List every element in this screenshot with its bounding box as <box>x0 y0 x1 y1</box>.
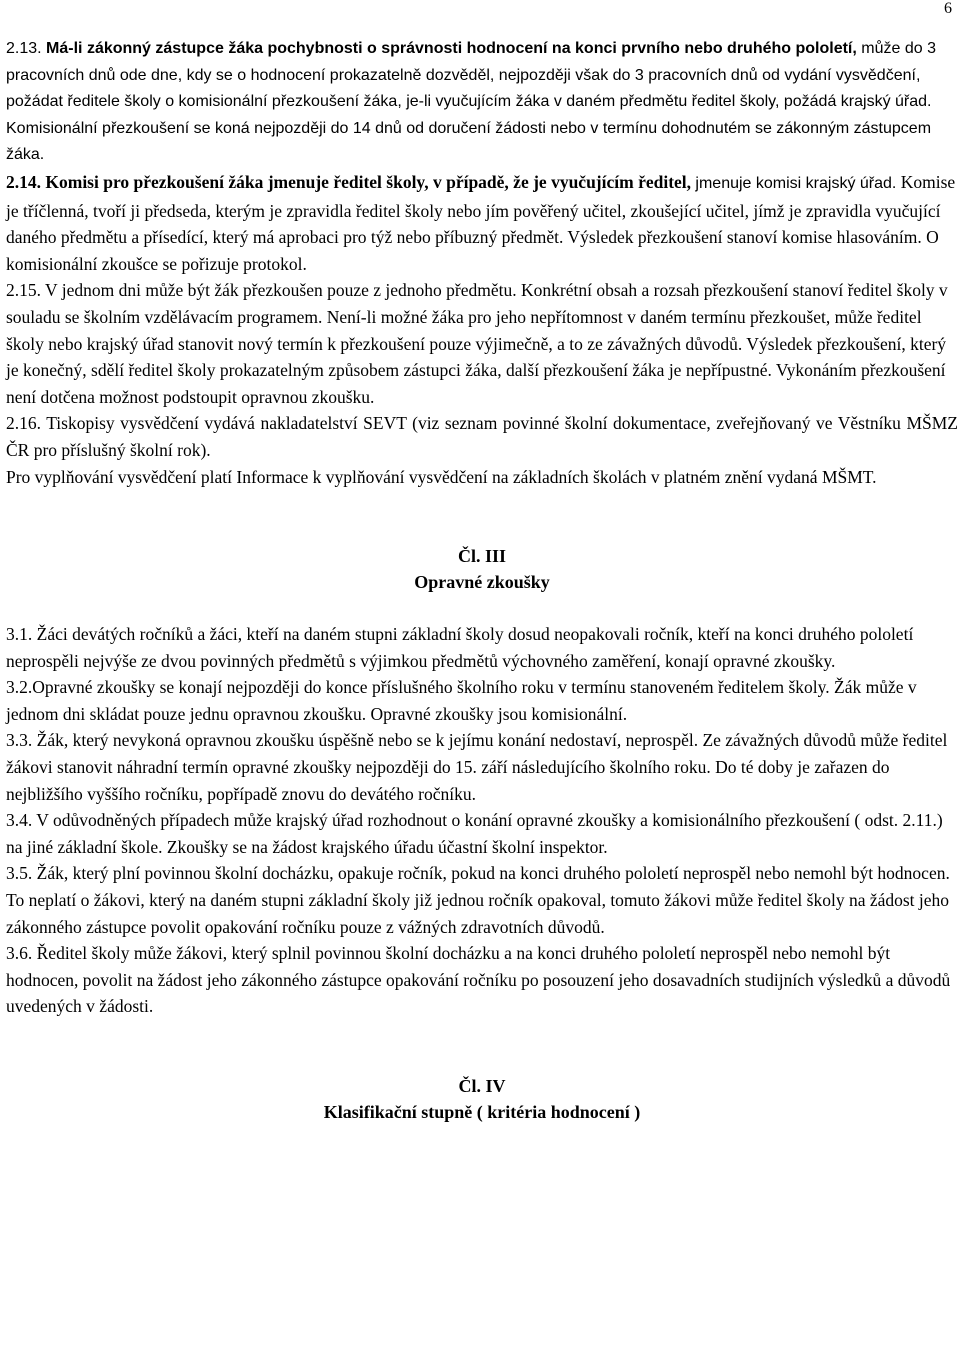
section-3-title: Opravné zkoušky <box>414 572 550 593</box>
paragraph-number: 2.13. <box>6 40 42 57</box>
paragraph-2-14 <box>6 169 958 277</box>
paragraph-2-15: 2.15. V jednom dni může být žák přezkoušen pouze z jednoho předmětu. Konkrétní obsah a rozsah přezkoušení stanoví ředitel školy v souladu se školním vzdělávacím programem. Není-li možné žáka pro jeho nepřítomnost v daném termínu přezkoušet, může ředitel školy nebo krajský úřad stanovit nový termín k přezkoušení pouze výjimečně, a to ze závažných důvodů. Výsledek přezkoušení, který je konečný, sdělí ředitel školy prokazatelným způsobem zástupci žáka, další přezkoušení žáka je nepřípustné. Vykonáním přezkoušení není dotčena možnost podstoupit opravnou zkoušku. <box>6 280 948 407</box>
paragraph-text: může do 3 pracovních dnů ode dne, kdy se o hodnocení prokazatelně dozvěděl, nejpozději však do 3 pracovních dnů od vydání vysvědčení, požádat ředitele školy o komisionální přezkoušení žáka, je-li vyučujícím žáka v daném předmětu ředitel školy, požádá krajský úřad. Komisionální přezkoušení se koná nejpozději do 14 dnů od doručení žádosti nebo v termínu dohodnutém se zákonným zástupcem žáka. <box>6 40 936 164</box>
paragraph-text-arial: jmenuje komisi krajský úřad. <box>695 174 897 192</box>
section-4-number: Čl. IV <box>458 1076 506 1096</box>
paragraph-bold-lead: Komisi pro přezkoušení žáka jmenuje ředitel školy, v případě, že je vyučujícím ředitel, <box>45 171 692 192</box>
page-number: 6 <box>944 0 952 17</box>
spacer <box>6 1020 958 1073</box>
section-3-number: Čl. III <box>457 546 506 567</box>
paragraph-3-1: 3.1. Žáci devátých ročníků a žáci, kteří na daném stupni základní školy dosud neopakovali ročník, kteří na konci druhého pololetí neprospěli nejvýše ze dvou povinných předmětů s výjimkou předmětů výchovného zaměření, konají opravné zkoušky. <box>6 624 914 671</box>
paragraph-text: Komise je tříčlenná, tvoří ji předseda, kterým je zpravidla ředitel školy nebo jím pověřený učitel, zkoušející učitel, jímž je zpravidla vyučující daného předmětu a přísedící, který má aprobaci pro týž nebo příbuzný předmět. Výsledek přezkoušení stanoví komise hlasováním. O komisionální zkoušce se pořizuje protokol. <box>6 171 956 274</box>
paragraph-3-2: 3.2.Opravné zkoušky se konají nejpozději do konce příslušného školního roku v termínu stanoveném ředitelem školy. Žák může v jednom dni skládat pouze jednu opravnou zkoušku. Opravné zkoušky jsou komisionální. <box>6 677 917 724</box>
paragraph-informace: Pro vyplňování vysvědčení platí Informace k vyplňování vysvědčení na základních školách v platném znění vydaná MŠMT. <box>6 466 877 487</box>
spacer <box>6 490 958 543</box>
document-body <box>6 36 958 1125</box>
paragraph-2-16: 2.16. Tiskopisy vysvědčení vydává nakladatelství SEVT (viz seznam povinné školní dokumentace, zveřejňovaný ve Věstníku MŠMZ ČR pro příslušný školní rok). <box>6 413 958 460</box>
paragraph-bold-lead: Má-li zákonný zástupce žáka pochybnosti o správnosti hodnocení na konci prvního nebo druhého pololetí, <box>46 40 862 57</box>
paragraph-3-5: 3.5. Žák, který plní povinnou školní docházku, opakuje ročník, pokud na konci druhého pololetí neprospěl nebo nemohl být hodnocen. To neplatí o žákovi, který na daném stupni základní školy již jednou ročník opakoval, tomuto žákovi může ředitel školy na žádost jeho zákonného zástupce povolit opakování ročníku pouze z vážných zdravotních důvodů. <box>6 863 950 937</box>
paragraph-2-13 <box>6 36 958 169</box>
spacer <box>6 595 958 621</box>
paragraph-3-6: 3.6. Ředitel školy může žákovi, který splnil povinnou školní docházku a na konci druhého pololetí neprospěl nebo nemohl být hodnocen, povolit na žádost jeho zákonného zástupce opakování ročníku po posouzení jeho dosavadních studijních výsledků a důvodů uvedených v žádosti. <box>6 943 951 1017</box>
paragraph-number: 2.14. <box>6 171 41 192</box>
section-4-title: Klasifikační stupně ( kritéria hodnocení ) <box>323 1102 641 1122</box>
paragraph-3-3: 3.3. Žák, který nevykoná opravnou zkoušku úspěšně nebo se k jejímu konání nedostaví, neprospěl. Ze závažných důvodů může ředitel žákovi stanovit náhradní termín opravné zkoušky nejpozději do 15. září následujícího školního roku. Do té doby je zařazen do nejbližšího vyššího ročníku, popřípadě znovu do devátého ročníku. <box>6 730 948 804</box>
paragraph-3-4: 3.4. V odůvodněných případech může krajský úřad rozhodnout o konání opravné zkoušky a komisionálního přezkoušení ( odst. 2.11.) na jiné základní škole. Zkoušky se na žádost krajského úřadu účastní školní inspektor. <box>6 810 943 857</box>
